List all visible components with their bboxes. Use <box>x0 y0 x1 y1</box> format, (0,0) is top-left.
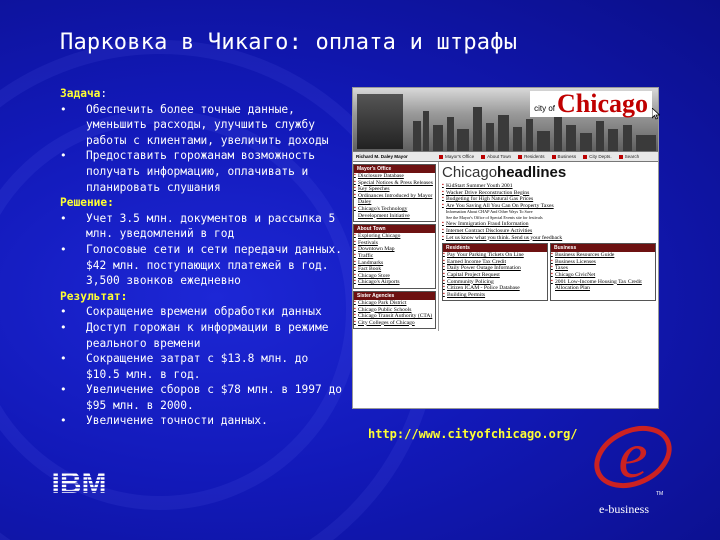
bullet-icon: ▪ <box>354 173 356 178</box>
site-link[interactable]: ▪ Exploring Chicago <box>354 233 401 240</box>
site-link[interactable]: ▪ Key Speeches <box>354 186 390 193</box>
city-logo[interactable] <box>530 91 652 117</box>
site-link[interactable]: ▪ Chicago Store <box>354 272 390 279</box>
svg-text:TM: TM <box>656 491 664 497</box>
bullet-item: • Обеспечить более точные данные, уменьшить расходы, улучшить службу работы с клиентами, увеличить доходы <box>60 102 329 147</box>
section-heading: Sister Agencies <box>354 292 435 300</box>
site-link[interactable]: ▪ Internet Contract Disclosure Activities <box>442 227 533 234</box>
site-banner <box>353 88 658 151</box>
site-link[interactable]: ▪ Landmarks <box>354 259 384 266</box>
nav-square-icon <box>518 155 522 159</box>
bullet-item: • Учет 3.5 млн. документов и рассылка 5 млн. уведомлений в год <box>60 211 336 241</box>
site-link[interactable]: ▪ Daily Power Outage Information <box>443 265 521 272</box>
site-nav <box>353 151 658 162</box>
site-link[interactable]: ▪ Budgeting for High Natural Gas Prices <box>442 196 534 203</box>
bullet-icon: ▪ <box>443 291 445 297</box>
bullet-icon: ▪ <box>442 189 444 195</box>
bullet-icon: ▪ <box>442 227 444 233</box>
nav-residents[interactable]: Residents <box>518 154 544 159</box>
bullet-icon: ▪ <box>354 192 356 198</box>
nav-square-icon <box>439 155 443 159</box>
result-heading: Результат: <box>60 289 128 303</box>
slide-title: Парковка в Чикаго: оплата и штрафы <box>60 30 518 55</box>
site-link[interactable]: ▪ Traffic <box>354 252 374 259</box>
site-link[interactable]: ▪ Chicago Transit Authority (CTA) <box>354 313 433 320</box>
bullet-icon: ▪ <box>442 183 444 188</box>
website-screenshot <box>352 87 659 409</box>
headlines-title: Chicagoheadlines <box>442 164 567 181</box>
bullet-icon: ▪ <box>442 234 444 240</box>
bullet-icon: ▪ <box>354 179 356 185</box>
site-link[interactable]: ▪ Capital Project Request <box>443 271 500 278</box>
e-business-label: e-business <box>599 502 649 516</box>
bullet-item: • Сокращение затрат с $13.8 млн. до $10.5 млн. в год. <box>60 352 309 381</box>
bullet-icon: ▪ <box>442 202 444 208</box>
website-url[interactable]: http://www.cityofchicago.org/ <box>368 427 578 441</box>
site-link[interactable]: ▪ Ordinances Introduced by Mayor Daley <box>354 192 433 206</box>
bullet-icon: ▪ <box>354 259 356 265</box>
bullet-icon: ▪ <box>354 233 356 239</box>
site-link[interactable]: ▪ Chicago CivicNet <box>551 271 596 278</box>
nav-business[interactable]: Business <box>552 154 577 159</box>
bullet-icon: ▪ <box>354 306 356 312</box>
site-link[interactable]: ▪ Business Licenses <box>551 258 596 265</box>
site-link[interactable]: ▪ City Colleges of Chicago <box>354 319 415 326</box>
site-link[interactable]: ▪ Downtown Map <box>354 246 395 253</box>
mayors-office-box <box>353 164 436 222</box>
site-link[interactable]: ▪ Building Permits <box>443 291 486 298</box>
bullet-item: • Доступ горожан к информации в режиме реального времени <box>60 320 329 350</box>
site-link[interactable]: ▪ Disclosure Database <box>354 173 404 179</box>
bullet-item: • Предоставить горожанам возможность получать информацию, оплачивать и планировать слушания <box>60 149 316 194</box>
bullet-icon: ▪ <box>443 252 445 258</box>
bullet-icon: ▪ <box>354 313 356 319</box>
mayor-photo <box>357 94 403 149</box>
right-column <box>439 162 658 331</box>
bullet-icon: ▪ <box>551 258 553 264</box>
bullet-icon: ▪ <box>443 278 445 284</box>
svg-text:IBM: IBM <box>51 467 107 496</box>
nav-square-icon <box>583 155 587 159</box>
site-link[interactable]: ▪ Festivals <box>354 239 378 246</box>
site-body <box>353 162 658 331</box>
bullet-item: • Голосовые сети и сети передачи данных. $42 млн. поступающих платежей в год. 3,500 звонков ежедневно <box>60 242 342 288</box>
site-link[interactable]: ▪ Earned Income Tax Credit <box>443 258 506 265</box>
site-link[interactable]: ▪ Special Notices & Press Releases <box>354 179 433 186</box>
bullet-icon: ▪ <box>354 186 356 192</box>
site-link[interactable]: ▪ Chicago Public Schools <box>354 306 412 313</box>
bullet-icon: ▪ <box>354 299 356 305</box>
bullet-icon: ▪ <box>354 279 356 285</box>
heading-label: Задача <box>60 87 101 100</box>
headline-note: Information About CHAP And Other Ways To Save <box>446 209 533 215</box>
ibm-logo <box>42 466 116 496</box>
sister-agencies-box <box>353 291 436 329</box>
heading-colon: : <box>100 87 108 100</box>
solution-heading: Решение: <box>60 196 114 210</box>
logo-city-of: city of <box>534 104 555 113</box>
bottom-sections <box>442 241 658 303</box>
bullet-icon: ▪ <box>354 266 356 272</box>
business-box <box>550 243 656 301</box>
site-link[interactable]: ▪ 2001 Low-Income Housing Tax Credit Allocation Plan <box>551 278 642 292</box>
site-link[interactable]: ▪ Wacker Drive Reconstruction Begins <box>442 189 530 196</box>
bullet-icon: ▪ <box>354 252 356 258</box>
bullet-item: • Увеличение сборов с $78 млн. в 1997 до $95 млн. в 2000. <box>60 383 342 412</box>
bullet-icon: ▪ <box>354 246 356 252</box>
site-link[interactable]: ▪ Let us know what you think. Send us your feedback <box>442 234 563 241</box>
site-link[interactable]: ▪ Chicago Park District <box>354 299 407 306</box>
site-link[interactable]: ▪ Taxes <box>551 265 568 272</box>
bullet-icon: ▪ <box>443 258 445 264</box>
logo-chicago: Chicago <box>557 89 648 118</box>
bullet-icon: ▪ <box>551 271 553 277</box>
site-link[interactable]: ▪ Citizen ICAM - Police Database <box>443 285 520 292</box>
bullet-icon: ▪ <box>551 278 553 284</box>
site-link[interactable]: ▪ KidStart Summer Youth 2001 <box>442 183 513 189</box>
content-body <box>60 86 345 429</box>
nav-square-icon <box>619 155 623 159</box>
bullet-icon: ▪ <box>551 265 553 271</box>
svg-text:e: e <box>618 419 648 492</box>
section-heading: Residents <box>443 244 547 252</box>
section-heading: About Town <box>354 225 435 233</box>
site-link[interactable]: ▪ Are You Saving All You Can On Property Taxes <box>442 202 554 209</box>
bullet-item: • Сокращение времени обработки данных <box>60 305 322 319</box>
bullet-icon: ▪ <box>354 239 356 245</box>
bullet-item: • Увеличение точности данных. <box>60 414 268 428</box>
left-column <box>353 162 439 331</box>
site-link[interactable]: ▪ Community Policing <box>443 278 494 285</box>
mayor-name: Richard M. Daley Mayor <box>356 154 408 159</box>
bullet-icon: ▪ <box>354 272 356 278</box>
about-town-box <box>353 224 436 289</box>
site-link[interactable]: ▪ Chicago's Airports <box>354 279 400 286</box>
site-link[interactable]: ▪ Fact Book <box>354 266 382 273</box>
site-link[interactable]: ▪ Business Resources Guide <box>551 252 615 259</box>
nav-mayors-office[interactable]: Mayor's Office <box>439 154 474 159</box>
bullet-icon: ▪ <box>354 319 356 325</box>
nav-square-icon <box>552 155 556 159</box>
nav-search[interactable]: Search <box>619 154 640 159</box>
site-link[interactable]: ▪ New Immigration Fraud Information <box>442 221 529 228</box>
nav-square-icon <box>481 155 485 159</box>
bullet-icon: ▪ <box>354 205 356 211</box>
nav-city-depts[interactable]: City Depts. <box>583 154 611 159</box>
site-link[interactable]: ▪ Chicago's Technology Development Initiative <box>354 205 410 219</box>
nav-about-town[interactable]: About Town <box>481 154 511 159</box>
bullet-icon: ▪ <box>443 265 445 271</box>
section-heading: Business <box>551 244 655 252</box>
bullet-icon: ▪ <box>442 196 444 202</box>
site-link[interactable]: ▪ Pay Your Parking Tickets On Line <box>443 252 524 259</box>
headline-note: See the Mayor's Office of Special Events site for festivals <box>446 215 543 221</box>
bullet-icon: ▪ <box>442 221 444 227</box>
section-heading: Mayor's Office <box>354 165 435 173</box>
residents-box <box>442 243 548 301</box>
mouse-cursor-icon <box>652 108 660 120</box>
bullet-icon: ▪ <box>551 252 553 258</box>
bullet-icon: ▪ <box>443 271 445 277</box>
task-heading <box>60 86 345 102</box>
bullet-icon: ▪ <box>443 285 445 291</box>
